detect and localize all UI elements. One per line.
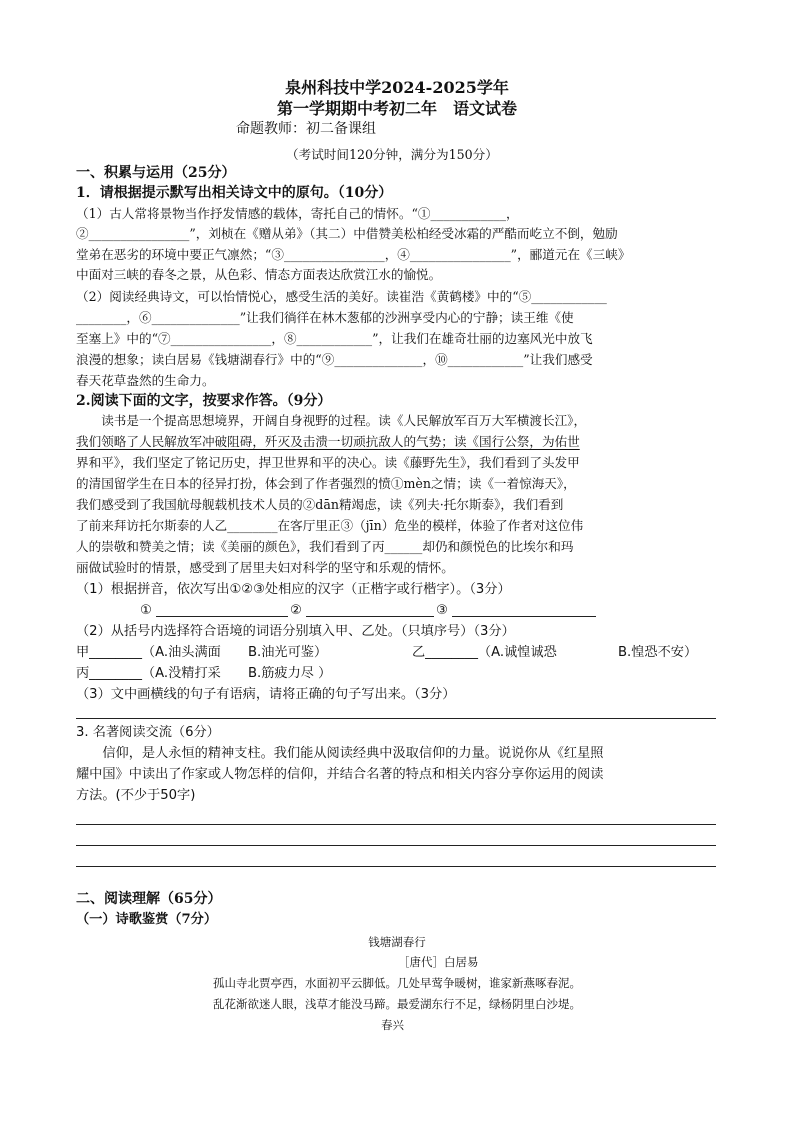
q1-line: 至塞上》中的“⑦________________，⑧____________”，让我们在雄奇壮丽的边塞风光中放飞 <box>76 331 593 346</box>
q1-line: ②________________”，刘桢在《赠从弟》（其二）中借赞美松柏经受冰霜的严酷而屹立不倒，勉励 <box>76 226 618 241</box>
option-bing: 丙________（A.没精打采 <box>76 666 221 681</box>
blank-1-label: ① <box>140 603 152 618</box>
blank-1-line[interactable] <box>156 616 288 617</box>
q2-passage-line: 丽做试验时的情景，感受到了居里夫妇对科学的坚守和乐观的情怀。 <box>76 560 454 575</box>
exam-info: （考试时间120分钟，满分为150分） <box>286 147 498 162</box>
option-bing-b: B.筋疲力尽 ） <box>248 666 332 681</box>
q1-line: 春天花草盎然的生命力。 <box>76 373 215 388</box>
poem-line: 孤山寺北贾亭西，水面初平云脚低。几处早莺争暖树，谁家新燕啄春泥。 <box>213 976 581 990</box>
exam-subtitle: 第一学期期中考初二年 语文试卷 <box>276 99 517 118</box>
poem-title: 钱塘湖春行 <box>368 935 426 949</box>
section2-heading: 二、阅读理解（65分） <box>76 891 222 907</box>
exam-author: 命题教师：初二备课组 <box>236 121 376 137</box>
poem-footer: 春兴 <box>381 1018 404 1032</box>
option-yi: 乙________（A.诚惶诚恐 <box>412 645 557 660</box>
q1-line: （2）阅读经典诗文，可以怡情悦心，感受生活的美好。读崔浩《黄鹤楼》中的“⑤____________ <box>76 289 607 304</box>
answer-line[interactable] <box>76 866 716 867</box>
q2-sub3: （3）文中画横线的句子有语病，请将正确的句子写出来。（3分） <box>76 687 456 702</box>
blank-3-line[interactable] <box>452 616 596 617</box>
q2-sub2: （2）从括号内选择符合语境的词语分别填入甲、乙处。（只填序号）（3分） <box>76 624 515 639</box>
poem-author: ［唐代］白居易 <box>398 955 479 969</box>
q2-passage-line: 了前来拜访托尔斯泰的人乙________在客厅里正③（jīn）危坐的模样，体验了作者对这位伟 <box>76 518 584 533</box>
q1-line: 浪漫的想象；读白居易《钱塘湖春行》中的“⑨______________，⑩____________”让我们感受 <box>76 352 593 367</box>
q1-title: 1．请根据提示默写出相关诗文中的原句。（10分） <box>76 185 393 201</box>
q1-line: 中面对三峡的春冬之景，从色彩、情态方面表达欣赏江水的愉悦。 <box>76 267 442 282</box>
q1-line: ________，⑥______________”让我们徜徉在林木葱郁的沙洲享受内心的宁静；读王维《使 <box>76 310 574 325</box>
section1-heading: 一、积累与运用（25分） <box>76 165 236 181</box>
q2-passage-line <box>76 415 586 428</box>
q1-line: （1）古人常将景物当作抒发情感的载体，寄托自己的情怀。“①____________， <box>76 206 519 221</box>
answer-line[interactable] <box>76 718 716 719</box>
option-yi-b: B.惶恐不安） <box>618 645 698 660</box>
q2-passage-line <box>76 436 580 449</box>
poem-line: 乱花渐欲迷人眼，浅草才能没马蹄。最爱湖东行不足，绿杨阴里白沙堤。 <box>213 997 581 1011</box>
q2-flawed-sentence: 我们领略了人民解放军冲破阻碍，歼灭及击溃一切顽抗敌人的气势；读《国行公祭，为佑世 <box>76 434 580 449</box>
q2-passage-line: 人的崇敬和赞美之情；读《美丽的颜色》，我们看到了丙______却仍和颜悦色的比埃尔和玛 <box>76 539 574 554</box>
section2-subheading: （一）诗歌鉴赏（7分） <box>76 912 218 927</box>
q2-passage-line: 我们感受到了我国航母舰载机技术人员的②dān精竭虑，读《列夫·托尔斯泰》，我们看到 <box>76 497 564 512</box>
q3-title: 3. 名著阅读交流（6分） <box>76 725 220 740</box>
q3-line: 方法。(不少于50字) <box>76 788 196 803</box>
q1-line: 堂弟在恶劣的环境中要正气凛然；“③________________，④________________”，郦道元在《三峡》 <box>76 247 631 262</box>
q3-line: 耀中国》中读出了作家或人物怎样的信仰，并结合名著的特点和相关内容分享你运用的阅读 <box>76 767 604 782</box>
blank-2-line[interactable] <box>306 616 434 617</box>
q2-passage-line: 的清国留学生在日本的径异打扮，体会到了作者强烈的愤①mèn之情；读《一着惊海天》， <box>76 476 576 491</box>
q2-title: 2.阅读下面的文字，按要求作答。（9分） <box>76 393 332 409</box>
q2-passage-text: 读书是一个提高思想境界，开阔自身视野的过程。读《人民解放军百万大军横渡长江》， <box>76 413 587 428</box>
q3-line: 信仰，是人永恒的精神支柱。我们能从阅读经典中汲取信仰的力量。说说你从《红星照 <box>76 746 604 761</box>
option-jia: 甲________（A.油头满面 <box>76 645 221 660</box>
answer-line[interactable] <box>76 845 716 846</box>
q2-passage-line: 界和平》，我们坚定了铭记历史，捍卫世界和平的决心。读《藤野先生》，我们看到了头发甲 <box>76 455 580 470</box>
blank-3-label: ③ <box>436 603 448 618</box>
answer-line[interactable] <box>76 824 716 825</box>
blank-2-label: ② <box>290 603 302 618</box>
q2-sub1: （1）根据拼音，依次写出①②③处相应的汉字（正楷字或行楷字）。（3分） <box>76 582 511 597</box>
option-jia-b: B.油光可鉴） <box>248 645 328 660</box>
exam-title: 泉州科技中学2024-2025学年 <box>285 78 509 97</box>
